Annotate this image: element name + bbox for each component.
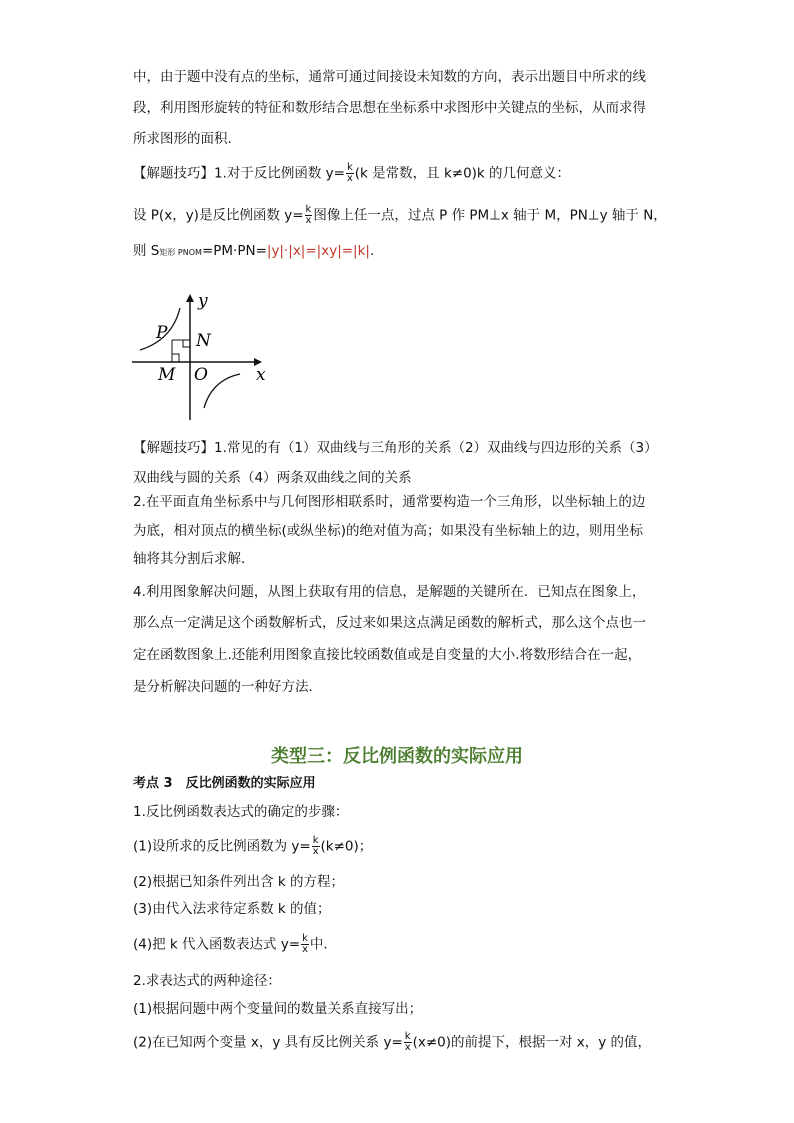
sec3-line-6: 2.求表达式的两种途径： <box>133 973 281 989</box>
tip2-line-6: 4.利用图象解决问题，从图上获取有用的信息，是解题的关键所在．已知点在图象上， <box>133 584 646 600</box>
intro-line-1: 中，由于题中没有点的坐标，通常可通过间接设未知数的方向，表示出题目中所求的线 <box>133 69 646 85</box>
label-O: O <box>194 365 208 385</box>
tip1-line-2: 设 P(x，y)是反比例函数 y= $\frac{k}{x}$ 图像上任一点，过点 P 作 PM⊥x 轴于 M，PN⊥y 轴于 N， <box>133 204 667 226</box>
sec3-line-3: (2)根据已知条件列出含 k 的方程； <box>133 874 345 890</box>
fraction-k-over-x: $\frac{k}{x}$ <box>346 162 353 184</box>
label-y: y <box>198 291 208 311</box>
tip2-line-8: 定在函数图象上.还能利用图象直接比较函数值或是自变量的大小.将数形结合在一起， <box>133 647 642 663</box>
label-M: M <box>158 365 176 385</box>
tip1-line-3: 则 S矩形 PNOM=PM·PN=|y|·|x|=|xy|=|k|. <box>133 243 375 259</box>
sec3-line-7: (1)根据问题中两个变量间的数量关系直接写出； <box>133 1001 423 1017</box>
tip2-line-3: 2.在平面直角坐标系中与几何图形相联系时，通常要构造一个三角形，以坐标轴上的边 <box>133 494 646 510</box>
tip2-line-9: 是分析解决问题的一种好方法． <box>133 679 322 695</box>
tip2-line-4: 为底，相对顶点的横坐标(或纵坐标)的绝对值为高；如果没有坐标轴上的边，则用坐标 <box>133 523 644 539</box>
abs-value-expression: |y|·|x|=|xy|=|k| <box>266 243 370 259</box>
fraction-k-over-x: $\frac{k}{x}$ <box>312 835 319 857</box>
label-P: P <box>156 323 168 343</box>
hyperbola-figure <box>128 290 268 425</box>
fraction-k-over-x: $\frac{k}{x}$ <box>302 933 308 955</box>
sec3-line-1: 1.反比例函数表达式的确定的步骤： <box>133 804 349 820</box>
section-title: 考点 3 反比例函数的实际应用 <box>133 776 316 791</box>
sec3-line-8: (2)在已知两个变量 x，y 具有反比例关系 y= $\frac{k}{x}$ (x≠0)的前提下，根据一对 x，y 的值， <box>133 1031 652 1053</box>
intro-line-3: 所求图形的面积． <box>133 131 241 147</box>
sec3-line-5: (4)把 k 代入函数表达式 y= $\frac{k}{x}$ 中． <box>133 933 337 955</box>
tip1-line-1: 【解题技巧】1.对于反比例函数 y= $\frac{k}{x}$ (k 是常数，且 k≠0)k 的几何意义： <box>133 162 571 184</box>
sec3-line-2: (1)设所求的反比例函数为 y= $\frac{k}{x}$ (k≠0)； <box>133 835 373 857</box>
label-x: x <box>256 365 266 385</box>
tip2-line-1: 【解题技巧】1.常见的有（1）双曲线与三角形的关系（2）双曲线与四边形的关系（3） <box>133 440 658 456</box>
fraction-k-over-x: $\frac{k}{x}$ <box>404 1031 411 1053</box>
hyperbola-branch-right <box>204 374 240 408</box>
fraction-k-over-x: $\frac{k}{x}$ <box>305 204 312 226</box>
tip2-line-7: 那么点一定满足这个函数解析式，反过来如果这点满足函数的解析式，那么这个点也一 <box>133 615 646 631</box>
label-N: N <box>196 331 211 351</box>
y-axis-arrow-icon <box>186 294 194 302</box>
tip2-line-2: 双曲线与圆的关系（4）两条双曲线之间的关系 <box>133 470 412 486</box>
right-angle-mark <box>172 354 179 362</box>
sec3-line-4: (3)由代入法求待定系数 k 的值； <box>133 901 331 917</box>
right-angle-mark <box>183 340 190 347</box>
section-heading: 类型三：反比例函数的实际应用 <box>271 746 523 767</box>
intro-line-2: 段，利用图形旋转的特征和数形结合思想在坐标系中求图形中关键点的坐标，从而求得 <box>133 100 646 116</box>
tip2-line-5: 轴将其分割后求解． <box>133 551 255 567</box>
